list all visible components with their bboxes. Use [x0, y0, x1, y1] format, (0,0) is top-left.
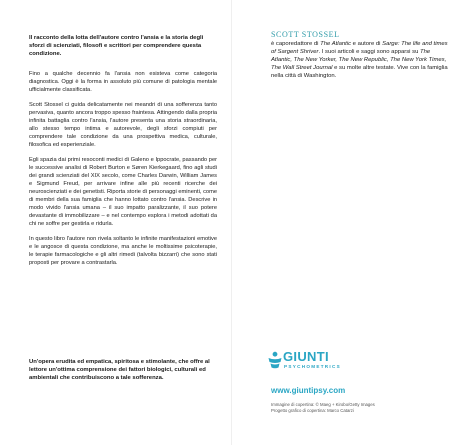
publisher-name: GIUNTI — [283, 349, 329, 364]
description-paragraph: Scott Stossel ci guida delicatamente nei meandri di una sofferenza tanto pervasiva, quanto ancora troppo spesso fraintesa. Attingendo dalla propria infinita battaglia contro l'ansia, l'autore presenta una storia straordinaria, allo stesso tempo intima e autorevole, degli sforzi compiuti per comprendere tale condizione da una prospettiva medica, culturale, filosofica ed esperienziale. — [29, 102, 217, 148]
bio-publications: The Atlantic, The New Yorker, The New Republic, The New York Times, The Wall Street Journal — [271, 49, 447, 72]
description-paragraph: In questo libro l'autore non rivela soltanto le infinite manifestazioni emotive e le angosce di questa condizione, ma anche le moltissime psicoterapie, le terapie farmacologiche e gli altri rimedi (talvolta bizzarri) che sono stati proposti per provare a contrastarla. — [29, 236, 217, 266]
credit-line: Progetto grafico di copertina: Marco Catarzi — [271, 408, 354, 413]
publisher-mark-icon — [268, 351, 282, 369]
author-bio — [271, 40, 451, 80]
bio-text: . I suoi articoli e saggi sono apparsi su — [318, 49, 420, 56]
bio-text: e autore di — [351, 41, 383, 47]
credit-line: Immagine di copertina: © Maeg + Kirobo/Getty Images — [271, 402, 375, 407]
bio-text: e su molte altre testate. Vive con la famiglia nella città di Washington. — [271, 65, 448, 80]
closing-paragraph: Un'opera erudita ed empatica, spiritosa e stimolante, che offre al lettore un'ottima comprensione dei fattori biologici, culturali ed ambientali che contribuiscono a tale sofferenza. — [29, 359, 210, 382]
lead-paragraph: Il racconto della lotta dell'autore contro l'ansia e la storia degli sforzi di scienziati, filosofi e scrittori per comprendere questa condizione. — [29, 35, 204, 58]
description-paragraph: Egli spazia dai primi resoconti medici di Galeno e Ippocrate, passando per le successive analisi di Robert Burton e Søren Kierkegaard, fino agli studi dei grandi scienziati del XIX secolo, come Charles Darwin, William James e Sigmund Freud, per arrivare infine alle più recenti ricerche dei neuroscienziati e dei genetisti. Riporta storie di personaggi eminenti, come di membri della sua famiglia che hanno lottato contro l'ansia. Descrive in modo vivido l'ansia umana – il suo impatto paralizzante, il suo potere devastante di immobilizzare – e nel contempo esplora i metodi adottati da chi ne soffre per gestirla e ridurla. — [29, 157, 217, 227]
bio-title: Sarge: The life and times of Sargent Shriver — [271, 41, 448, 56]
description-body — [29, 70, 217, 274]
cover-credits — [271, 402, 375, 414]
front-flap — [232, 0, 464, 445]
description-paragraph: Fino a qualche decennio fa l'ansia non esisteva come categoria diagnostica. Oggi è la forma in assoluto più comune di patologia mentale ufficialmente classificata. — [29, 71, 217, 93]
publisher-tagline: PSYCHOMETRICS — [284, 364, 341, 369]
publisher-logo — [268, 350, 368, 372]
bio-text: è caporedattore di — [271, 41, 321, 47]
bio-title: The Atlantic — [320, 41, 352, 47]
author-name: SCOTT STOSSEL — [271, 30, 340, 39]
publisher-website[interactable]: www.giuntipsy.com — [271, 386, 346, 395]
